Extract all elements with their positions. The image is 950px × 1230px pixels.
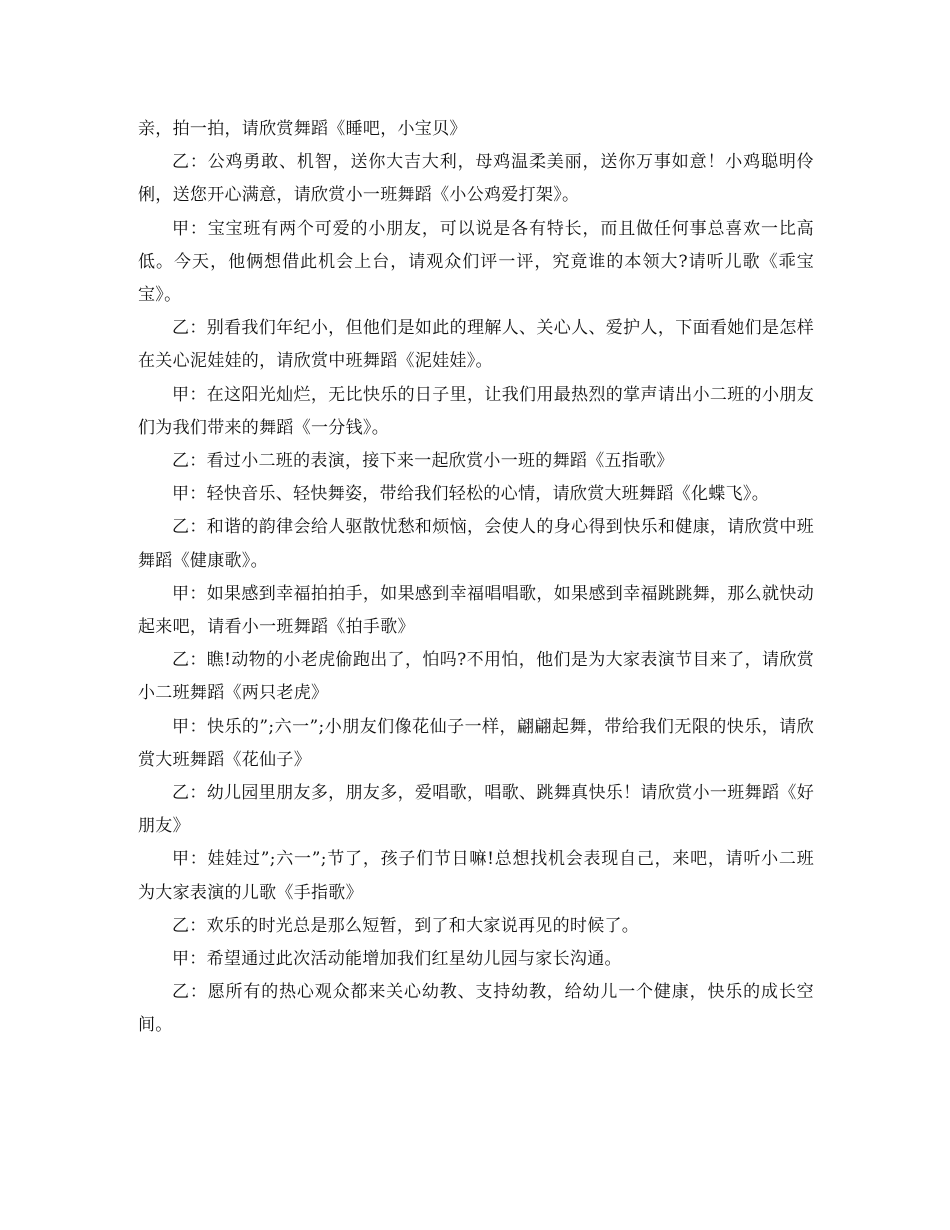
paragraph-6: 甲：轻快音乐、轻快舞姿，带给我们轻松的心情，请欣赏大班舞蹈《化蝶飞》。 — [172, 484, 769, 505]
paragraph-8: 甲：如果感到幸福拍拍手，如果感到幸福唱唱歌，如果感到幸福跳跳舞，那么就快动起来吧，请看小一班舞蹈《拍手歌》 — [138, 583, 814, 638]
paragraph-4: 甲：在这阳光灿烂，无比快乐的日子里，让我们用最热烈的掌声请出小二班的小朋友们为我们带来的舞蹈《一分钱》。 — [138, 384, 814, 438]
paragraph-2: 甲：宝宝班有两个可爱的小朋友，可以说是各有特长，而且做任何事总喜欢一比高低。今天，他俩想借此机会上台，请观众们评一评，究竟谁的本领大?请听儿歌《乖宝宝》。 — [138, 218, 814, 306]
paragraph-3: 乙：别看我们年纪小，但他们是如此的理解人、关心人、爱护人，下面看她们是怎样在关心泥娃娃的，请欣赏中班舞蹈《泥娃娃》。 — [138, 318, 814, 372]
paragraph-1: 乙：公鸡勇敢、机智，送你大吉大利，母鸡温柔美丽，送你万事如意！小鸡聪明伶俐，送您开心满意，请欣赏小一班舞蹈《小公鸡爱打架》。 — [138, 152, 814, 206]
document-body — [138, 113, 814, 1043]
paragraph-13: 乙：欢乐的时光总是那么短暂，到了和大家说再见的时候了。 — [172, 915, 640, 936]
paragraph-5: 乙：看过小二班的表演，接下来一起欣赏小一班的舞蹈《五指歌》 — [172, 451, 674, 472]
paragraph-12: 甲：娃娃过”;六一”;节了，孩子们节日嘛!总想找机会表现自己，来吧，请听小二班为大家表演的儿歌《手指歌》 — [138, 849, 814, 903]
paragraph-9: 乙：瞧!动物的小老虎偷跑出了，怕吗?不用怕，他们是为大家表演节目来了，请欣赏小二班舞蹈《两只老虎》 — [138, 650, 814, 704]
paragraph-0: 亲，拍一拍，请欣赏舞蹈《睡吧，小宝贝》 — [138, 119, 467, 139]
paragraph-7: 乙：和谐的韵律会给人驱散忧愁和烦恼，会使人的身心得到快乐和健康，请欣赏中班舞蹈《健康歌》。 — [138, 517, 814, 571]
paragraph-15: 乙：愿所有的热心观众都来关心幼教、支持幼教，给幼儿一个健康，快乐的成长空间。 — [138, 982, 814, 1036]
paragraph-10: 甲：快乐的”;六一”;小朋友们像花仙子一样，翩翩起舞，带给我们无限的快乐，请欣赏大班舞蹈《花仙子》 — [138, 716, 814, 770]
paragraph-14: 甲：希望通过此次活动能增加我们红星幼儿园与家长沟通。 — [172, 949, 622, 970]
paragraph-11: 乙：幼儿园里朋友多，朋友多，爱唱歌，唱歌、跳舞真快乐！请欣赏小一班舞蹈《好朋友》 — [138, 783, 814, 837]
